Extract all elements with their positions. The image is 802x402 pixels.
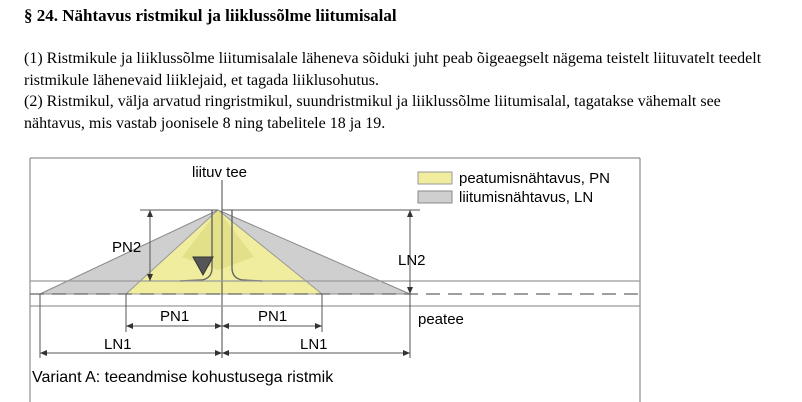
ln1-arrow-right bbox=[403, 350, 410, 356]
main-road-label: peatee bbox=[418, 311, 464, 328]
ln1-arrow-left bbox=[40, 350, 47, 356]
pn1-arrow-mid-l bbox=[215, 323, 222, 329]
ln2-arrow-top bbox=[407, 210, 413, 217]
ln1-label-left: LN1 bbox=[104, 336, 132, 353]
ln2-label: LN2 bbox=[398, 252, 426, 269]
pn1-arrow-right bbox=[315, 323, 322, 329]
pn1-arrow-mid-r bbox=[222, 323, 229, 329]
pn1-arrow-left bbox=[126, 323, 133, 329]
legend-pn-swatch bbox=[418, 172, 452, 184]
paragraph-1: (1) Ristmikule ja liiklussõlme liitumisalale läheneva sõiduki juht peab õigeaegselt nägema teistelt liituvatelt teedelt ristmikule lähenevaid liiklejaid, et tagada liiklusohutus. bbox=[24, 50, 762, 89]
pn1-label-left: PN1 bbox=[160, 308, 190, 325]
figure-caption: Variant A: teeandmise kohustusega ristmik bbox=[32, 369, 334, 386]
ln1-arrow-mid-r bbox=[222, 350, 229, 356]
joining-road-label: liituv tee bbox=[192, 164, 248, 181]
paragraph-2: (2) Ristmikul, välja arvatud ringristmikul, suundristmikul ja liiklussõlme liitumisalal, tagatakse vähemalt see nähtavus, mis vastab joonisele 8 ning tabelitele 18 ja 19. bbox=[24, 93, 721, 132]
pn2-arrow-top bbox=[147, 210, 153, 217]
legend-ln-label: liitumisnähtavus, LN bbox=[459, 189, 594, 206]
figure-8-visibility-diagram bbox=[0, 150, 802, 402]
section-heading: § 24. Nähtavus ristmikul ja liiklussõlme liitumisalal bbox=[24, 6, 397, 25]
pn1-label-right: PN1 bbox=[258, 308, 288, 325]
legend-pn-label: peatumisnähtavus, PN bbox=[459, 170, 610, 187]
legend-ln-swatch bbox=[418, 191, 452, 203]
pn2-label: PN2 bbox=[112, 239, 142, 256]
ln1-arrow-mid-l bbox=[215, 350, 222, 356]
ln1-label-right: LN1 bbox=[300, 336, 328, 353]
